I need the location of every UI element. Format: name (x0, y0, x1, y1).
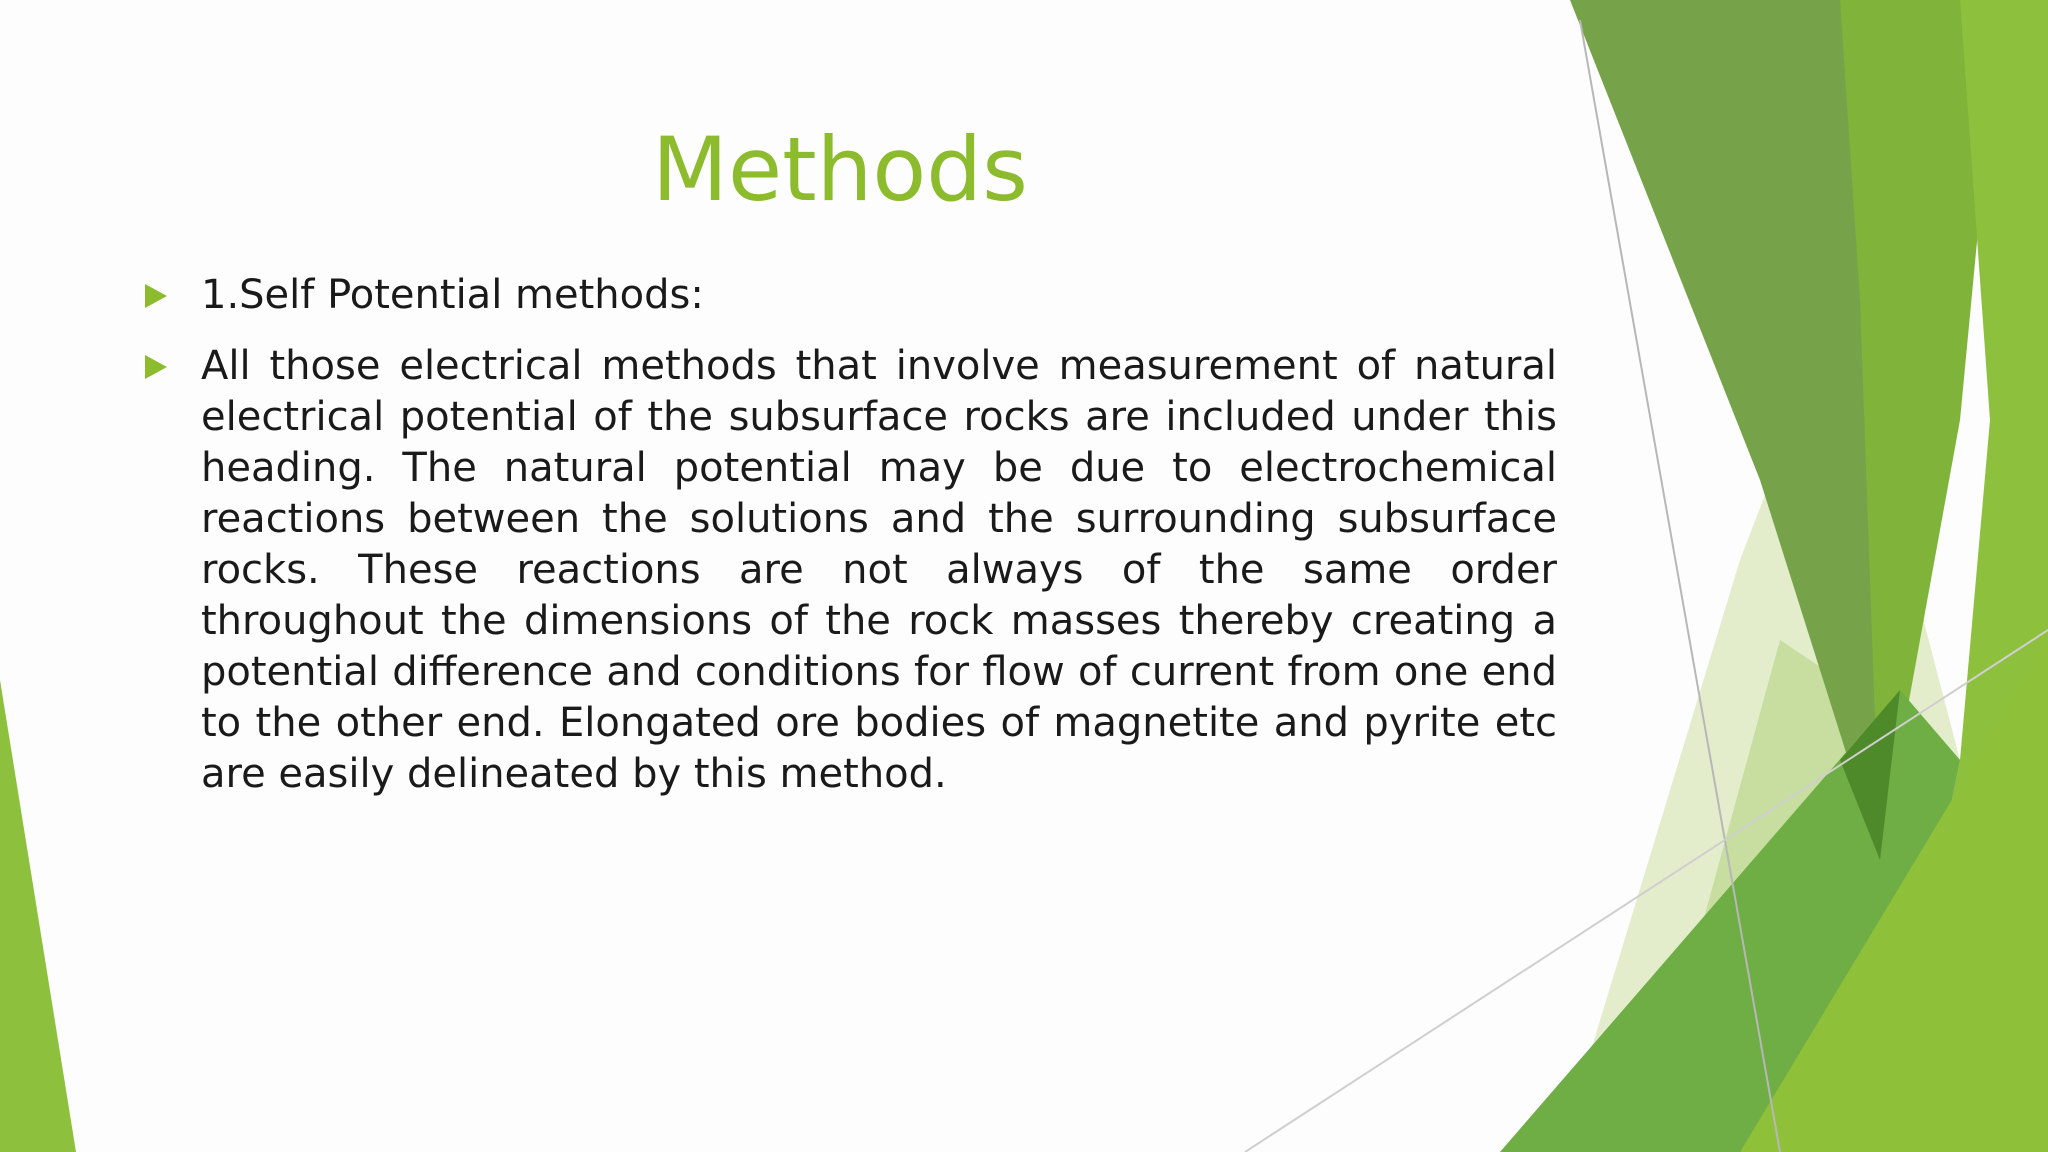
bullet-text: All those electrical methods that involve measurement of natural electrical potential of the subsurface rocks are included under this heading. The natural potential may be due to electrochemical reactions between the solutions and the surrounding subsurface rocks. These reactions are not always of the same order throughout the dimensions of the rock masses thereby creating a potential difference and conditions for flow of current from one end to the other end. Elongated ore bodies of magnetite and pyrite etc are easily delineated by this method. (201, 343, 1557, 797)
slide-title: Methods (652, 118, 1028, 221)
triangle-bullet-icon (145, 355, 167, 379)
left-green-facet (0, 680, 76, 1152)
bullet-item-heading (145, 270, 1557, 321)
triangle-bullet-icon (145, 284, 167, 308)
bullet-item-description (145, 341, 1557, 800)
bullet-list (145, 270, 1557, 820)
bullet-text: 1.Self Potential methods: (201, 272, 704, 318)
